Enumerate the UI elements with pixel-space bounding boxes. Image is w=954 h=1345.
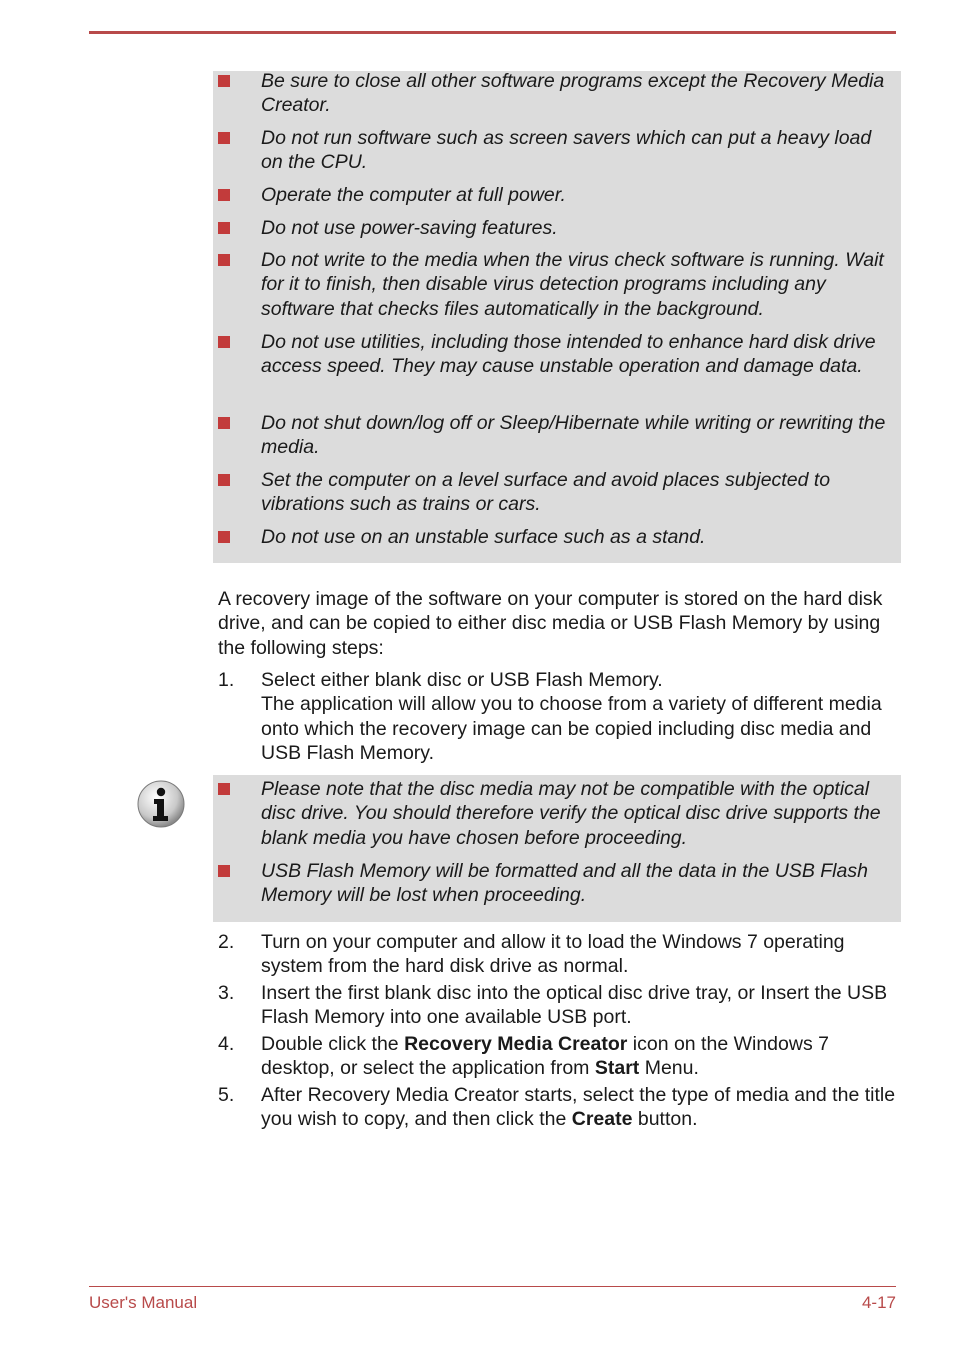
square-bullet-icon	[218, 417, 230, 429]
start-menu-bold: Start	[594, 1057, 640, 1080]
info-icon	[136, 779, 186, 829]
create-button-bold: Create	[571, 1108, 633, 1131]
step-number: 4.	[218, 1033, 235, 1055]
footer-manual-title: User's Manual	[89, 1293, 198, 1312]
note-text: Operate the computer at full power.	[261, 184, 566, 206]
info-note-box	[213, 775, 901, 922]
step-text	[261, 1083, 908, 1132]
step-text: Insert the first blank disc into the optical disc drive tray, or Insert the USB Flash Memory into one available USB port.	[261, 982, 888, 1029]
step-text-part: Double click the	[261, 1033, 405, 1055]
precautions-note-box	[213, 71, 901, 563]
note-text: Do not use utilities, including those intended to enhance hard disk drive access speed. They may cause unstable operation and damage data.	[261, 331, 876, 378]
square-bullet-icon	[218, 474, 230, 486]
step-detail-text: The application will allow you to choose from a variety of different media onto which the recovery image can be copied including disc media and USB Flash Memory.	[261, 693, 882, 764]
square-bullet-icon	[218, 783, 230, 795]
note-text: Do not use power-saving features.	[261, 217, 558, 239]
square-bullet-icon	[218, 132, 230, 144]
square-bullet-icon	[218, 531, 230, 543]
note-text: Do not write to the media when the virus check software is running. Wait for it to finish, then disable virus detection programs including any software that checks files automatically in the background.	[261, 249, 884, 320]
step-number: 1.	[218, 669, 235, 691]
step-number: 5.	[218, 1084, 235, 1106]
note-text: Set the computer on a level surface and avoid places subjected to vibrations such as trains or cars.	[261, 469, 831, 516]
step-text: Turn on your computer and allow it to load the Windows 7 operating system from the hard disk drive as normal.	[261, 931, 845, 978]
square-bullet-icon	[218, 189, 230, 201]
step-text-part: After Recovery Media Creator starts, select the type of media and the title you wish to copy, and then click the	[261, 1084, 896, 1131]
square-bullet-icon	[218, 865, 230, 877]
step-text-part: icon on the Windows 7 desktop, or select the application from	[261, 1033, 829, 1080]
note-text: Do not shut down/log off or Sleep/Hibernate while writing or rewriting the media.	[261, 412, 886, 459]
square-bullet-icon	[218, 336, 230, 348]
note-text: Be sure to close all other software programs except the Recovery Media Creator.	[261, 70, 885, 117]
step-text	[261, 1032, 908, 1081]
intro-paragraph: A recovery image of the software on your computer is stored on the hard disk drive, and can be copied to either disc media or USB Flash Memory by using the following steps:	[218, 588, 883, 659]
step-number: 3.	[218, 982, 235, 1004]
note-text: USB Flash Memory will be formatted and all the data in the USB Flash Memory will be lost when proceeding.	[261, 860, 868, 907]
square-bullet-icon	[218, 222, 230, 234]
step-text-part: button.	[632, 1108, 698, 1131]
step-main-text: Select either blank disc or USB Flash Memory.	[261, 669, 663, 691]
step-text-part: Menu.	[639, 1057, 699, 1080]
square-bullet-icon	[218, 254, 230, 266]
step-number: 2.	[218, 931, 235, 953]
square-bullet-icon	[218, 75, 230, 87]
footer-rule	[89, 1286, 896, 1287]
app-name-bold: Recovery Media Creator	[404, 1033, 628, 1055]
note-text: Please note that the disc media may not be compatible with the optical disc drive. You should therefore verify the optical disc drive supports the blank media you have chosen before proceeding.	[261, 778, 881, 849]
step-text	[261, 668, 908, 765]
note-text: Do not use on an unstable surface such as a stand.	[261, 526, 706, 548]
header-rule	[89, 31, 896, 34]
footer-page-number: 4-17	[861, 1293, 896, 1312]
note-text: Do not run software such as screen savers which can put a heavy load on the CPU.	[261, 127, 872, 174]
